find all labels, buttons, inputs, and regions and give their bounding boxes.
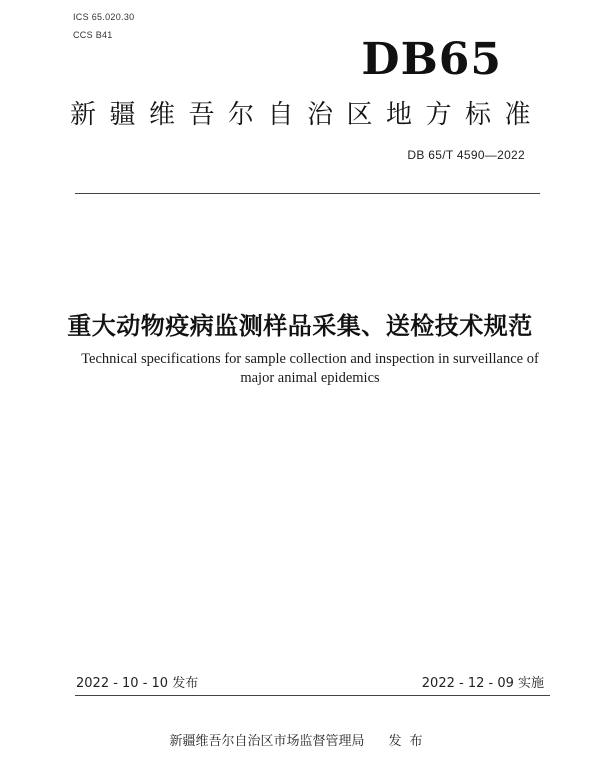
bottom-divider: [75, 695, 550, 696]
agency-title: 新疆维吾尔自治区地方标准: [70, 100, 545, 130]
document-title-english: Technical specifications for sample collection and inspection in surveillance of major animal epidemics: [81, 351, 539, 386]
ics-code: ICS 65.020.30: [73, 12, 135, 22]
publisher-row: [0, 730, 600, 749]
standard-number: DB 65/T 4590—2022: [407, 148, 525, 162]
top-divider: [75, 193, 540, 194]
implementation-date: 2022 - 12 - 09 实施: [421, 676, 544, 691]
db-standard-mark: DB65: [361, 34, 502, 85]
publisher-action: 发布: [388, 734, 431, 749]
publisher-name: 新疆维吾尔自治区市场监督管理局: [169, 734, 365, 749]
document-title-chinese: 重大动物疫病监测样品采集、送检技术规范: [67, 312, 533, 340]
issue-date: 2022 - 10 - 10 发布: [76, 676, 199, 691]
ccs-code: CCS B41: [73, 30, 113, 40]
